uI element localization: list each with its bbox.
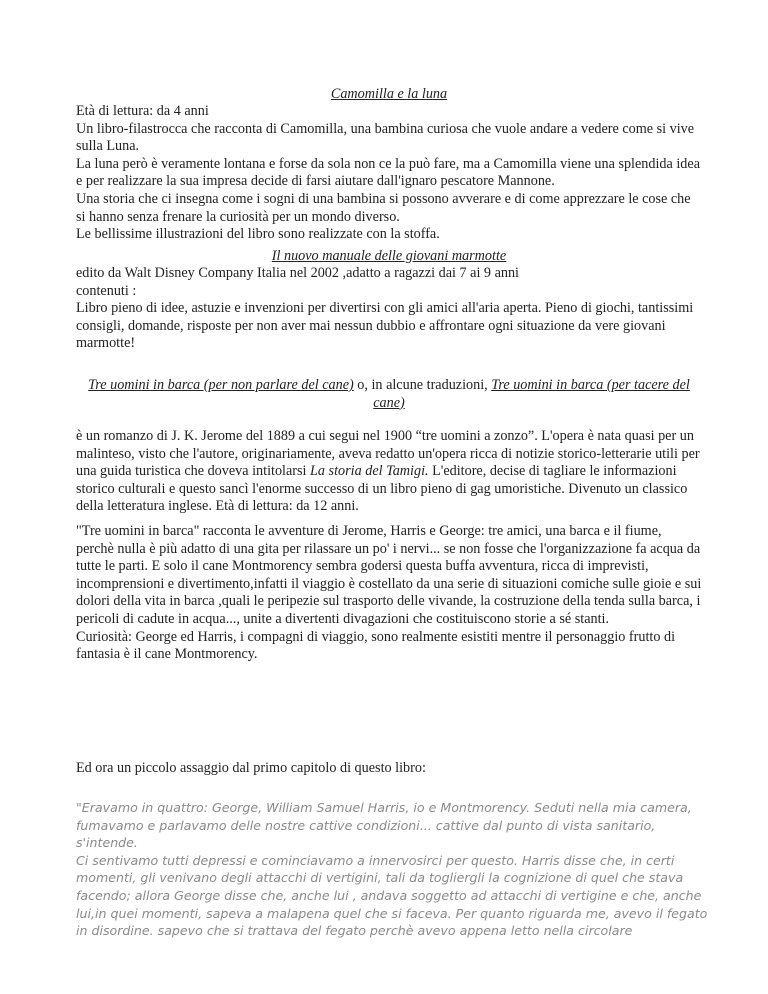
text-line: Le bellissime illustrazioni del libro sono realizzate con la stoffa.: [76, 226, 440, 243]
title-part-b: Tre uomini in barca (per tacere del cane): [373, 377, 690, 411]
text-line: contenuti :: [76, 282, 137, 299]
text-line: Una storia che ci insegna come i sogni di una bambina si possono avverare e di come apprezzare le cose che si hanno senza frenare la curiosità per un mondo diverso.: [76, 190, 691, 225]
paragraph-curiosita: Curiosità: George ed Harris, i compagni di viaggio, sono realmente esistiti mentre il personaggio frutto di fantasia è il cane Montmorency.: [76, 628, 676, 663]
text-line: Età di lettura: da 4 anni: [76, 103, 209, 119]
section-body-camomilla: [76, 103, 702, 244]
paragraph-text: è un romanzo di J. K. Jerome del 1889 a cui segui nel 1900 “tre uomini a zonzo”. L'opera è nata quasi per un malinteso, visto che l'autore, originariamente, aveva redatto un'opera ricca di notizie storico-letterarie utili per una guida turistica che doveva intitolarsi: [76, 428, 700, 480]
paragraph-text: "Tre uomini in barca" racconta le avventure di Jerome, Harris e George: tre amici, una barca e il fiume, perchè nulla è più adatto di una gita per rilassare un po' i nervi... se non fosse che l'organizzazione fa acqua da tutte le parti. E solo il cane Montmorency sembra godersi questa buffa avventura, ricca di imprevisti, incomprensioni e divertimento,infatti il viaggio è costellato da una serie di situazioni comiche sulle gioie e sui dolori della vita in barca ,quali le peripezie sul trasporto delle vivande, la costruzione della tenda sulla barca, i pericoli di cadute in acqua..., unite a divertenti divagazioni che costituiscono storie a sé stanti.: [76, 523, 702, 627]
text-line: edito da Walt Disney Company Italia nel 2002 ,adatto a ragazzi dai 7 ai 9 anni: [76, 265, 519, 281]
paragraph-romanzo: [76, 428, 702, 516]
text-line: Un libro-filastrocca che racconta di Camomilla, una bambina curiosa che vuole andare a vedere come si vive sulla Luna.: [76, 120, 695, 155]
section-body-marmotte: [76, 265, 702, 353]
title-connector: o, in alcune traduzioni,: [353, 377, 492, 393]
quote-paragraph: "Eravamo in quattro: George, William Samuel Harris, io e Montmorency. Seduti nella mia camera, fumavamo e parlavamo delle nostre cattive condizioni... cattive dal punto di vista sanitario, s'intende.: [76, 800, 692, 851]
section-title-marmotte: Il nuovo manuale delle giovani marmotte: [271, 248, 507, 264]
paragraph-text: L'editore, decise di tagliare le informazioni storico culturali e questo sancì l'enorme successo di un libro pieno di gag umoristiche. Divenuto un classico della letteratura inglese. Età di lettura: da 12 anni.: [76, 463, 688, 515]
section-title-camomilla: Camomilla e la luna: [330, 86, 448, 102]
book-title-emphasis: La storia del Tamigi.: [310, 463, 429, 480]
quote-paragraph: Ci sentivamo tutti depressi e cominciavamo a innervosirci per questo. Harris disse che, in certi momenti, gli venivano degli attacchi di vertigini, tali da togliergli la cognizione di quel che stava facendo; allora George disse che, anche lui , andava soggetto ad attacchi di vertigine e che, anche lui,in quei momenti, sapeva a malapena quel che si faceva. Per quanto riguarda me, avevo il fegato in disordine. sapevo che si trattava del fegato perchè avevo appena letto nella circolare: [76, 852, 708, 939]
text-line: Libro pieno di idee, astuzie e invenzioni per divertirsi con gli amici all'aria aperta. Pieno di giochi, tantissimi consigli, domande, risposte per non aver mai nessun dubbio e affrontare ogni situazione da vere giovani marmotte!: [76, 300, 694, 352]
title-part-a: Tre uomini in barca (per non parlare del cane): [88, 377, 354, 393]
section-title-tre-uomini: [76, 377, 702, 412]
excerpt-intro: Ed ora un piccolo assaggio dal primo capitolo di questo libro:: [76, 760, 426, 776]
paragraph-avventure: [76, 523, 702, 664]
text-line: La luna però è veramente lontana e forse da sola non ce la può fare, ma a Camomilla viene una splendida idea e per realizzare la sua impresa decide di farsi aiutare dall'ignaro pescatore Mannone.: [76, 155, 700, 190]
excerpt-quote: [76, 799, 716, 940]
